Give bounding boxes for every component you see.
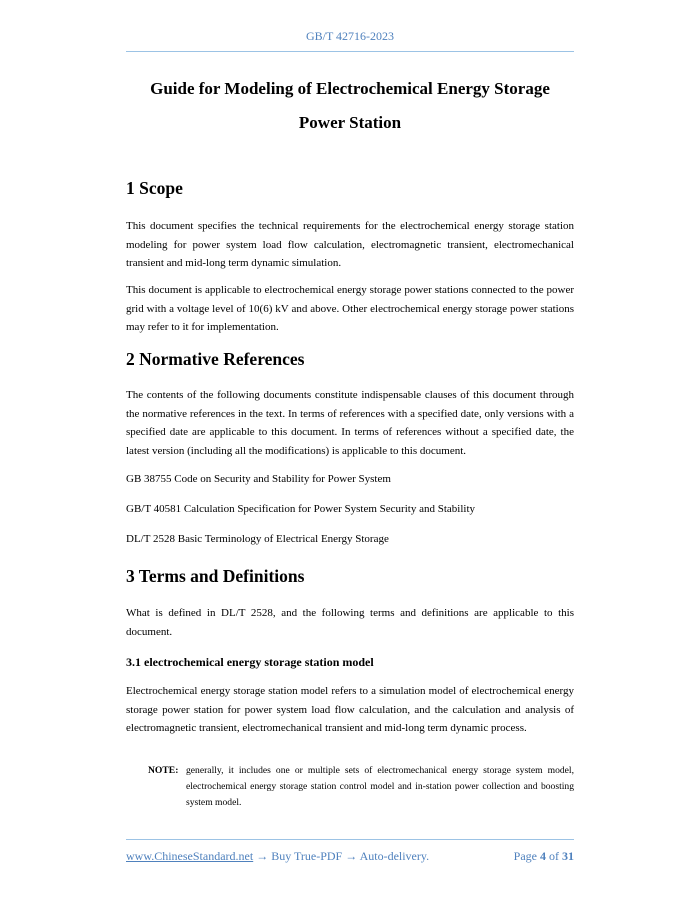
footer-rule xyxy=(126,839,574,840)
subsection-3-1-paragraph: Electrochemical energy storage station model refers to a simulation model of electrochemical energy storage power station for power system load flow calculation, and the calculation and analysis of electromagnetic transient, electromechanical transient and mid-long term dynamic process. xyxy=(126,685,574,734)
page-current: 4 xyxy=(540,849,546,863)
note-label: NOTE: xyxy=(148,765,179,776)
header-standard-code: GB/T 42716-2023 xyxy=(305,29,395,43)
note-text: generally, it includes one or multiple sets of electromechanical energy storage system model, electrochemical energy storage station control model and in-station power collection and boosting system model. xyxy=(186,765,574,808)
header-rule xyxy=(126,51,574,52)
page-of: of xyxy=(549,849,559,863)
footer-store-line xyxy=(126,849,429,864)
subsection-3-1-heading: 3.1 electrochemical energy storage station model xyxy=(126,655,374,669)
section-2-paragraph-1: The contents of the following documents constitute indispensable clauses of this document through the normative references in the text. In terms of references with a specified date, only versions with a specified date are applicable to this document. In terms of references without a specified date, the latest version (including all the modifications) is applicable to this document. xyxy=(126,389,574,457)
page-label: Page xyxy=(513,849,537,863)
chinesestandard-link[interactable]: www.ChineseStandard.net xyxy=(126,849,254,863)
section-1-heading: 1 Scope xyxy=(126,178,183,198)
reference-item-1: GB 38755 Code on Security and Stability for Power System xyxy=(126,473,391,485)
section-2-heading: 2 Normative References xyxy=(126,349,305,369)
reference-item-3: DL/T 2528 Basic Terminology of Electrical Energy Storage xyxy=(126,533,389,545)
section-3-heading: 3 Terms and Definitions xyxy=(126,566,305,586)
footer-delivery-text: → Buy True-PDF → Auto-delivery. xyxy=(253,849,430,863)
page-number xyxy=(514,849,574,864)
document-title-line-2: Power Station xyxy=(298,113,402,132)
reference-item-2: GB/T 40581 Calculation Specification for Power System Security and Stability xyxy=(126,503,475,515)
section-1-paragraph-1: This document specifies the technical requirements for the electrochemical energy storage station modeling for power system load flow calculation, electromagnetic transient, electromechanical transient and mid-long term dynamic simulation. xyxy=(126,220,574,269)
section-3-paragraph-1: What is defined in DL/T 2528, and the following terms and definitions are applicable to this document. xyxy=(126,607,574,638)
note-block xyxy=(148,763,574,811)
document-title-line-1: Guide for Modeling of Electrochemical Energy Storage xyxy=(150,79,550,98)
page-total: 31 xyxy=(562,849,574,863)
section-1-paragraph-2: This document is applicable to electrochemical energy storage power stations connected to the power grid with a voltage level of 10(6) kV and above. Other electrochemical energy storage power stations may refer to it for implementation. xyxy=(126,284,574,333)
